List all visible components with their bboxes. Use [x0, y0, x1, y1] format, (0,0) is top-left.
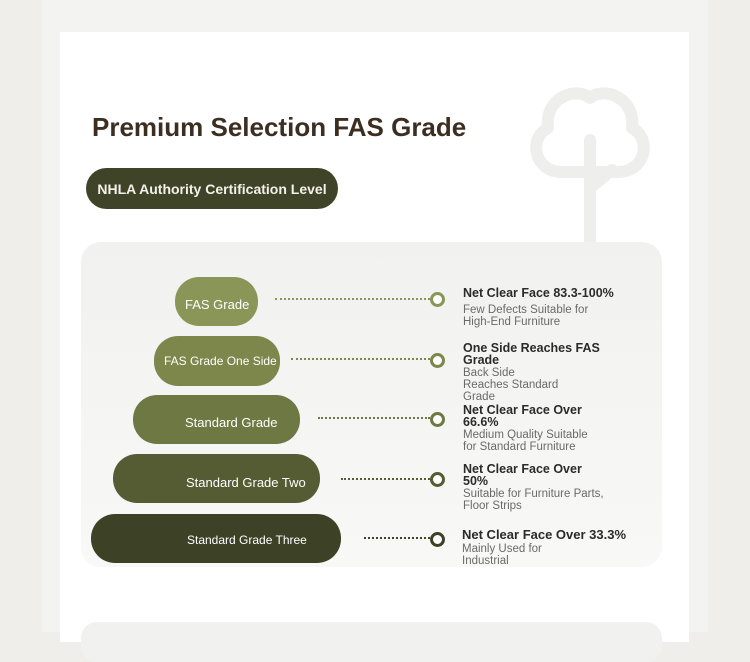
page-title: Premium Selection FAS Grade: [92, 112, 467, 142]
grade-detail: Suitable for Furniture Parts, Floor Strips: [463, 488, 604, 512]
grade-description: [463, 342, 633, 403]
grade-headline: Net Clear Face Over 33.3%: [462, 527, 627, 542]
tree-icon: [518, 80, 663, 245]
grade-detail: Medium Quality Suitable for Standard Furniture: [463, 429, 588, 453]
grade-bar-fas: [175, 277, 258, 326]
grade-detail: Mainly Used for Industrial: [462, 543, 542, 567]
grade-detail: Back Side Reaches Standard Grade: [463, 367, 559, 403]
grade-label: Standard Grade Three: [187, 533, 307, 547]
grade-label: FAS Grade: [185, 297, 250, 312]
next-section-panel: [81, 622, 662, 662]
connector-node: [430, 292, 445, 307]
grade-description: [463, 404, 633, 453]
grade-description: [463, 463, 633, 512]
grade-bar-fas-one-side: [154, 336, 280, 386]
connector-line: [364, 537, 430, 539]
grade-bar-standard-three: [91, 514, 341, 563]
certification-badge: NHLA Authority Certification Level: [86, 168, 338, 209]
connector-node: [430, 532, 445, 547]
grade-label: Standard Grade Two: [186, 475, 306, 490]
connector-node: [430, 353, 445, 368]
connector-line: [291, 358, 430, 360]
grade-description: [463, 287, 633, 328]
grade-label: Standard Grade: [185, 415, 278, 430]
grade-description: [462, 529, 632, 567]
connector-line: [318, 417, 430, 419]
grade-detail: Few Defects Suitable for High-End Furniture: [463, 304, 589, 328]
grade-label: FAS Grade One Side: [164, 354, 277, 368]
connector-node: [430, 472, 445, 487]
connector-line: [341, 478, 430, 480]
grade-headline: Net Clear Face Over 66.6%: [463, 403, 582, 429]
connector-node: [430, 412, 445, 427]
grade-headline: Net Clear Face 83.3-100%: [463, 286, 614, 300]
grade-bar-standard-two: [113, 454, 320, 503]
grade-headline: Net Clear Face Over 50%: [463, 462, 582, 488]
grade-headline: One Side Reaches FAS Grade: [463, 341, 600, 367]
connector-line: [275, 298, 430, 300]
grade-bar-standard: [133, 395, 300, 444]
